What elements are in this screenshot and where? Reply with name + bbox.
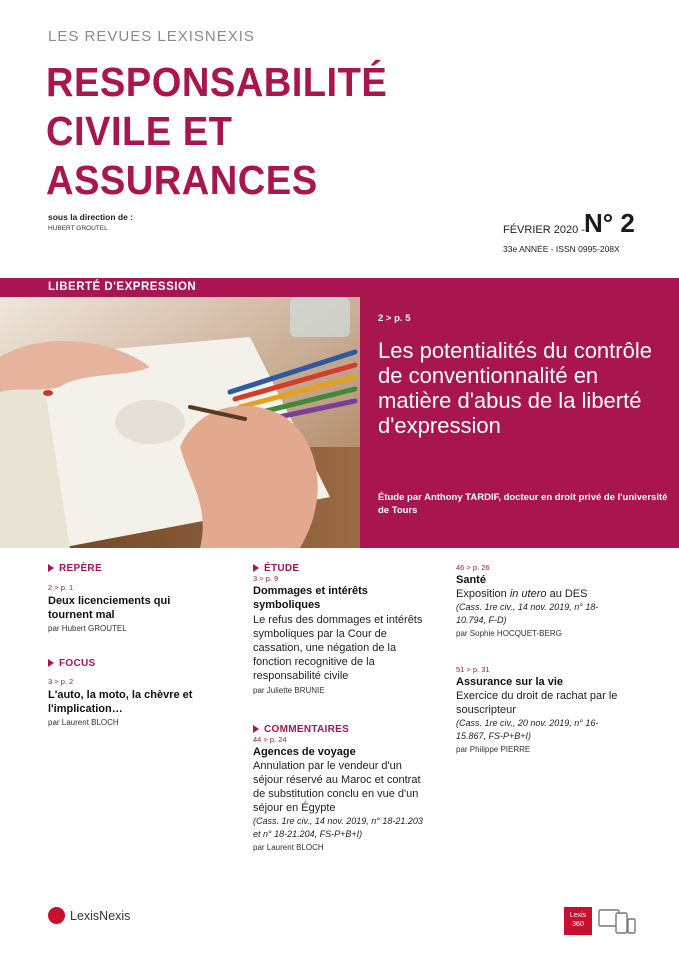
writing-hands-illustration [0, 297, 360, 548]
triangle-icon [48, 564, 54, 572]
section-heading: REPÈRE [48, 563, 228, 574]
section-assurance [456, 665, 636, 754]
section-etude [253, 563, 433, 695]
article-ref: 2 > p. 1 [48, 583, 74, 592]
feature-band-label: LIBERTÉ D'EXPRESSION [48, 281, 197, 293]
triangle-icon [253, 564, 259, 572]
article-ref: 51 > p. 31 [456, 665, 490, 674]
issue-number: N° 2 [584, 208, 635, 238]
issue-year: 33e ANNÉE - ISSN 0995-208X [503, 244, 620, 254]
director-name: HUBERT GROUTEL [48, 225, 108, 232]
article-author: par Laurent BLOCH [253, 843, 324, 852]
article-title[interactable]: L'auto, la moto, la chèvre et l'implication… [48, 689, 193, 715]
article-citation: (Cass. 1re civ., 20 nov. 2019, n° 16-15.867, FS-P+B+I) [456, 718, 599, 741]
article-citation: (Cass. 1re civ., 14 nov. 2019, n° 18-21.203 et n° 18-21.204, FS-P+B+I) [253, 816, 423, 839]
article-author: par Juliette BRUNIE [253, 686, 325, 695]
article-title[interactable]: Deux licenciements qui tournent mal [48, 595, 171, 621]
section-heading: ÉTUDE [253, 563, 433, 574]
article-ref: 46 > p. 26 [456, 563, 490, 572]
hero-photo [0, 297, 360, 548]
section-heading: FOCUS [48, 658, 228, 669]
section-focus [48, 658, 228, 727]
issue-date: FÉVRIER 2020 - [503, 224, 585, 236]
direction-label: sous la direction de : [48, 212, 134, 222]
article-body: Le refus des dommages et intérêts symboliques par la Cour de cassation, une négation de la fonction recognitive de la responsabilité civile [253, 614, 423, 682]
section-commentaires [253, 724, 433, 852]
article-body: Annulation par le vendeur d'un séjour réservé au Maroc et contrat de substitution conclu en vue d'un séjour en Égypte [253, 760, 421, 814]
article-ref: 3 > p. 2 [48, 677, 74, 686]
article-title[interactable]: Dommages et intérêts symboliques [253, 585, 368, 611]
article-title[interactable]: Agences de voyage [253, 746, 356, 758]
article-citation: (Cass. 1re civ., 14 nov. 2019, n° 18-10.794, F-D) [456, 602, 599, 625]
devices-icon [598, 909, 636, 940]
article-body: Exercice du droit de rachat par le souscripteur [456, 690, 618, 716]
feature-author: Étude par Anthony TARDIF, docteur en droit privé de l'université de Tours [378, 492, 668, 516]
triangle-icon [253, 725, 259, 733]
title-line-2: CIVILE ET [46, 108, 233, 154]
section-sante [456, 563, 636, 638]
article-author: par Hubert GROUTEL [48, 624, 127, 633]
lexis360-badge: Lexis 360 [564, 907, 592, 935]
triangle-icon [48, 659, 54, 667]
title-line-3: ASSURANCES [46, 157, 318, 203]
article-title[interactable]: Santé [456, 574, 486, 586]
article-ref: 44 > p. 24 [253, 735, 287, 744]
section-heading: COMMENTAIRES [253, 724, 433, 735]
series-brand: LES REVUES LEXISNEXIS [48, 28, 255, 45]
article-body: Exposition in utero au DES [456, 588, 588, 600]
title-line-1: RESPONSABILITÉ [46, 59, 388, 105]
article-title[interactable]: Assurance sur la vie [456, 676, 564, 688]
section-repere [48, 563, 228, 633]
article-author: par Philippe PIERRE [456, 745, 531, 754]
publisher-logo: LexisNexis [48, 907, 130, 924]
article-author: par Laurent BLOCH [48, 718, 119, 727]
article-ref: 3 > p. 9 [253, 574, 279, 583]
article-author: par Sophie HOCQUET-BERG [456, 629, 562, 638]
feature-ref: 2 > p. 5 [378, 313, 411, 324]
journal-title [46, 58, 387, 205]
feature-title[interactable]: Les potentialités du contrôle de conventionnalité en matière d'abus de la liberté d'expression [378, 338, 652, 438]
lexisnexis-logo-icon [48, 907, 65, 924]
